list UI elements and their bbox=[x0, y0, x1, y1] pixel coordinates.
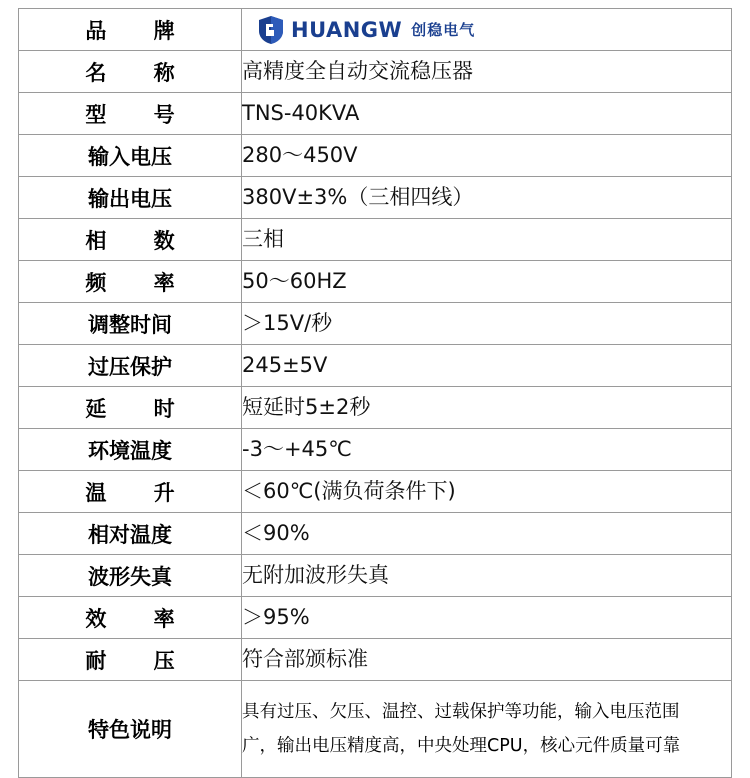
table-row bbox=[19, 387, 732, 429]
row-value-input-voltage bbox=[242, 135, 732, 177]
row-value-phase-count bbox=[242, 219, 732, 261]
row-label-text: 延 时 bbox=[85, 396, 195, 421]
row-value-text: -3～+45℃ bbox=[242, 437, 352, 462]
table-row bbox=[19, 429, 732, 471]
row-value-model bbox=[242, 93, 732, 135]
feature-line-2: 广，输出电压精度高，中央处理CPU，核心元件质量可靠 bbox=[242, 736, 681, 756]
row-value-name bbox=[242, 51, 732, 93]
row-label-text: 输入电压 bbox=[88, 144, 172, 169]
row-value-brand bbox=[242, 9, 732, 51]
row-value-overvoltage-protection bbox=[242, 345, 732, 387]
row-value-waveform-distortion bbox=[242, 555, 732, 597]
row-value-text: 符合部颁标准 bbox=[242, 647, 368, 672]
table-row bbox=[19, 471, 732, 513]
table-row bbox=[19, 261, 732, 303]
feature-line-1: 具有过压、欠压、温控、过载保护等功能，输入电压范围 bbox=[242, 701, 680, 722]
row-label-output-voltage bbox=[19, 177, 242, 219]
row-label-relative-humidity bbox=[19, 513, 242, 555]
table-row bbox=[19, 513, 732, 555]
row-label-text: 温 升 bbox=[85, 480, 195, 505]
row-value-output-voltage bbox=[242, 177, 732, 219]
row-label-brand bbox=[19, 9, 242, 51]
row-value-relative-humidity bbox=[242, 513, 732, 555]
row-value-ambient-temperature bbox=[242, 429, 732, 471]
row-value-text: 高精度全自动交流稳压器 bbox=[242, 59, 473, 84]
row-label-efficiency bbox=[19, 597, 242, 639]
row-label-text: 相 数 bbox=[85, 228, 195, 253]
table-row bbox=[19, 219, 732, 261]
specification-table bbox=[18, 8, 732, 778]
row-label-withstand-voltage bbox=[19, 639, 242, 681]
row-label-text: 频 率 bbox=[85, 270, 195, 295]
row-value-text: ＜90% bbox=[242, 521, 310, 546]
brand-logo bbox=[242, 9, 731, 50]
table-row bbox=[19, 177, 732, 219]
row-value-adjust-time bbox=[242, 303, 732, 345]
row-value-text: 245±5V bbox=[242, 353, 328, 378]
row-value-delay bbox=[242, 387, 732, 429]
row-value-text: 380V±3%（三相四线） bbox=[242, 185, 474, 210]
row-label-adjust-time bbox=[19, 303, 242, 345]
table-row bbox=[19, 597, 732, 639]
row-label-name bbox=[19, 51, 242, 93]
row-value-text: ＞95% bbox=[242, 605, 310, 630]
row-value-text: ＞15V/秒 bbox=[242, 311, 333, 336]
table-row bbox=[19, 135, 732, 177]
row-value-text: 无附加波形失真 bbox=[242, 563, 389, 588]
row-value-text: TNS-40KVA bbox=[242, 101, 360, 126]
row-label-text: 名 称 bbox=[85, 60, 195, 85]
row-value-text: 三相 bbox=[242, 227, 284, 252]
row-label-model bbox=[19, 93, 242, 135]
spec-sheet bbox=[0, 8, 750, 758]
row-label-temperature-rise bbox=[19, 471, 242, 513]
row-label-text: 调整时间 bbox=[88, 312, 172, 337]
row-label-input-voltage bbox=[19, 135, 242, 177]
table-row bbox=[19, 345, 732, 387]
row-value-text: 280～450V bbox=[242, 143, 358, 168]
table-row bbox=[19, 9, 732, 51]
row-value-text: ＜60℃(满负荷条件下) bbox=[242, 479, 456, 504]
row-label-text: 相对温度 bbox=[88, 522, 172, 547]
row-label-text: 品 牌 bbox=[85, 18, 195, 43]
row-label-text: 输出电压 bbox=[88, 186, 172, 211]
row-label-text: 环境温度 bbox=[88, 438, 172, 463]
row-label-text: 耐 压 bbox=[85, 648, 195, 673]
row-value-withstand-voltage bbox=[242, 639, 732, 681]
row-label-text: 波形失真 bbox=[88, 564, 172, 589]
row-value-temperature-rise bbox=[242, 471, 732, 513]
table-body bbox=[19, 9, 732, 778]
brand-name-en: HUANGW bbox=[291, 17, 403, 42]
brand-name-cn: 创稳电气 bbox=[411, 21, 476, 39]
table-row bbox=[19, 639, 732, 681]
row-label-text: 过压保护 bbox=[88, 354, 172, 379]
shield-logo-icon bbox=[258, 15, 284, 45]
row-value-feature-description bbox=[242, 681, 732, 778]
row-label-text: 型 号 bbox=[85, 102, 195, 127]
row-value-efficiency bbox=[242, 597, 732, 639]
row-label-text: 特色说明 bbox=[88, 718, 172, 742]
row-label-ambient-temperature bbox=[19, 429, 242, 471]
row-label-text: 效 率 bbox=[85, 606, 195, 631]
row-label-feature-description bbox=[19, 681, 242, 778]
row-label-overvoltage-protection bbox=[19, 345, 242, 387]
row-value-text: 50～60HZ bbox=[242, 269, 347, 294]
table-row-feature bbox=[19, 681, 732, 778]
row-label-frequency bbox=[19, 261, 242, 303]
table-row bbox=[19, 93, 732, 135]
row-value-frequency bbox=[242, 261, 732, 303]
row-label-phase-count bbox=[19, 219, 242, 261]
row-label-waveform-distortion bbox=[19, 555, 242, 597]
table-row bbox=[19, 555, 732, 597]
table-row bbox=[19, 51, 732, 93]
row-value-text: 短延时5±2秒 bbox=[242, 395, 371, 420]
row-label-delay bbox=[19, 387, 242, 429]
table-row bbox=[19, 303, 732, 345]
